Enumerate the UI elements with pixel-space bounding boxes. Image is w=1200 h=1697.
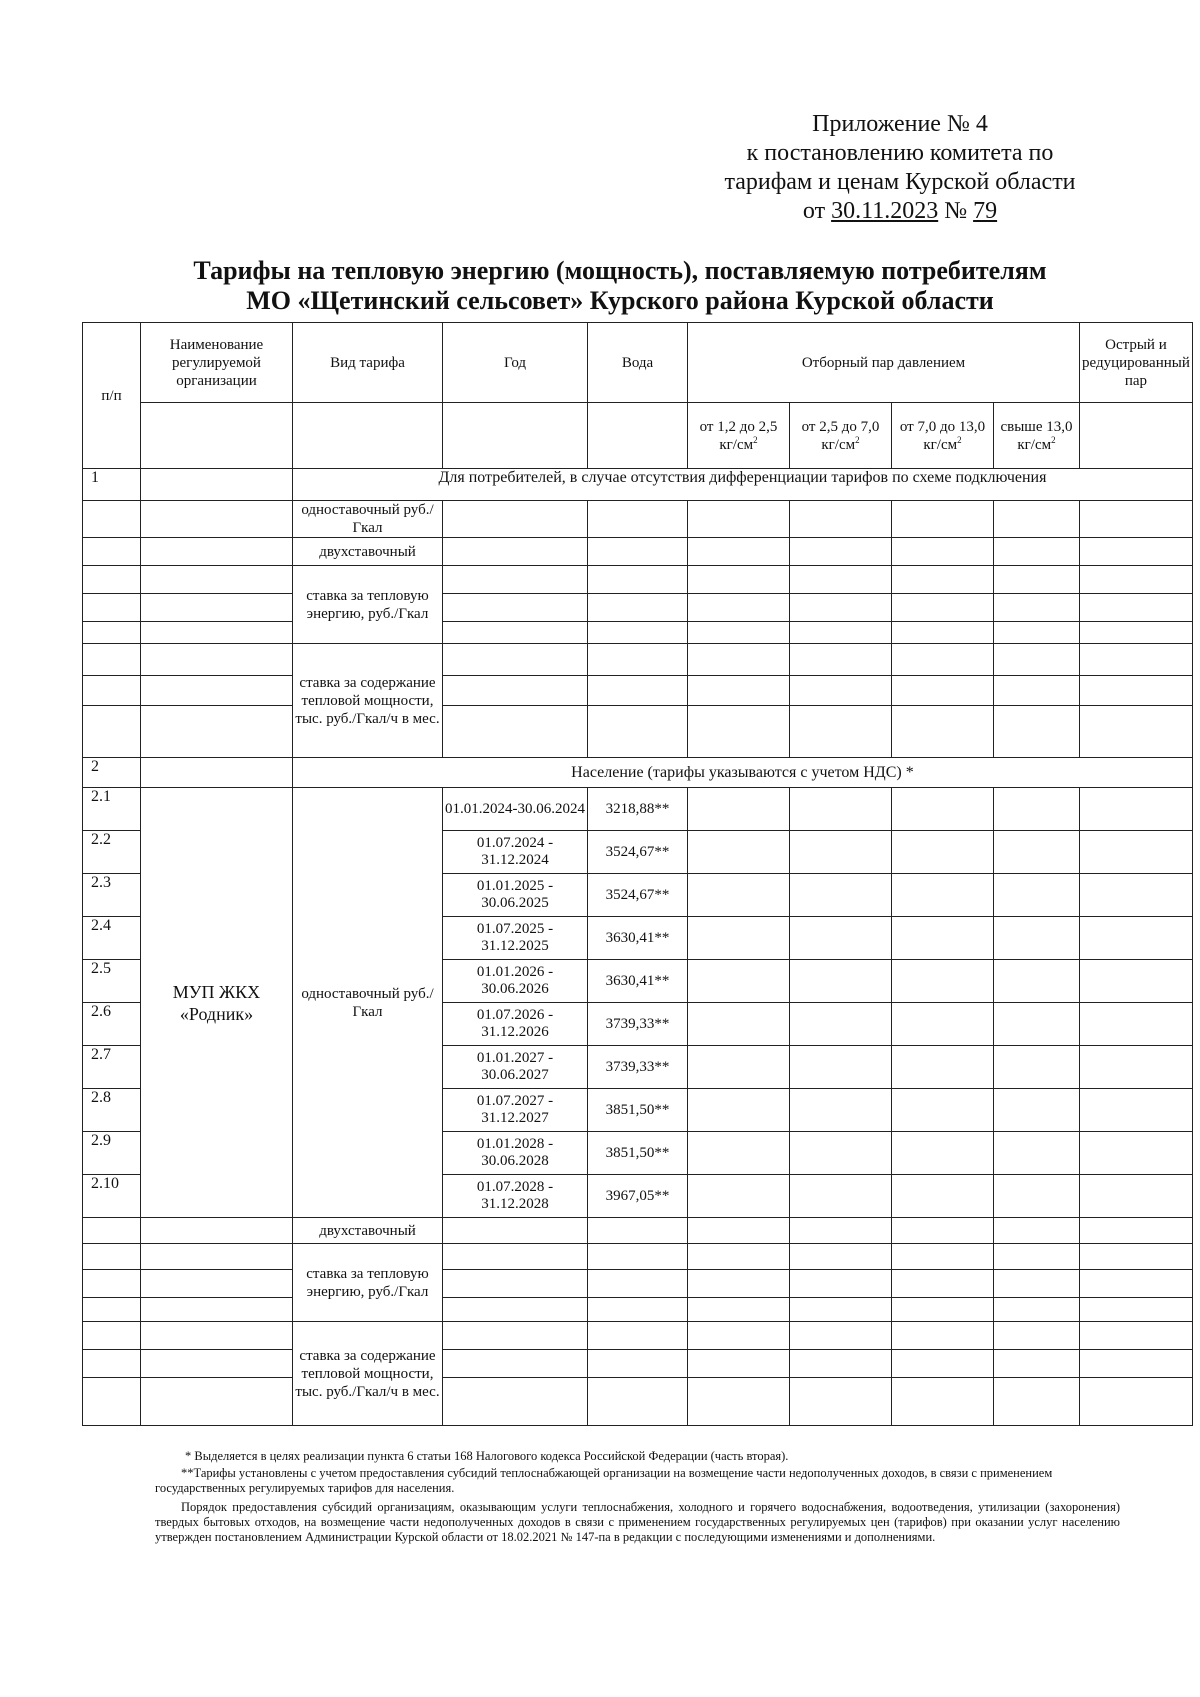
footnote-procedure: Порядок предоставления субсидий организациям, оказывающим услуги теплоснабжения, холодного и горячего водоснабжения, водоотведения, утилизации (захоронения) твердых бытовых отходов, на возмещение части недополученных доходов в связи с применением государственных регулируемых цен (тарифов) при оказании услуг населению утвержден постановлением Администрации Курской области от 18.02.2021 № 147-па в редакции с последующими изменениями и дополнениями.: [155, 1500, 1120, 1544]
section-2-power-row: [83, 1322, 1193, 1350]
row-num: 2.9: [83, 1132, 141, 1175]
header-steam-4: свыше 13,0 $кг/см^2$: [994, 403, 1080, 469]
section-2-energy-rate: ставка за тепловую энергию, руб./Гкал: [293, 1244, 443, 1322]
row-num: 2.1: [83, 788, 141, 831]
resolution-date: 30.11.2023: [831, 198, 939, 224]
water-tariff: 3739,33**: [588, 1003, 688, 1046]
section-1-energy-row: [83, 566, 1193, 594]
header-steam: Отборный пар давлением: [688, 323, 1080, 403]
organization-name: МУП ЖКХ «Родник»: [141, 788, 293, 1218]
row-num: 2.6: [83, 1003, 141, 1046]
section-1-two-rate-row: [83, 538, 1193, 566]
water-tariff: 3739,33**: [588, 1046, 688, 1089]
section-1-energy-rate: ставка за тепловую энергию, руб./Гкал: [293, 566, 443, 644]
water-tariff: 3218,88**: [588, 788, 688, 831]
tariff-table: [82, 322, 1193, 1426]
section-2-two-rate-row: [83, 1218, 1193, 1244]
tariff-period: 01.01.2026 - 30.06.2026: [443, 960, 588, 1003]
tariff-period: 01.07.2027 - 31.12.2027: [443, 1089, 588, 1132]
water-tariff: 3851,50**: [588, 1089, 688, 1132]
header-row-2: [83, 403, 1193, 469]
row-num: 2.3: [83, 874, 141, 917]
section-2-two-rate: двухставочный: [293, 1218, 443, 1244]
table-row: [83, 788, 1193, 831]
section-2-title: Население (тарифы указываются с учетом НДС) *: [293, 758, 1193, 788]
footnote-subsidy: **Тарифы установлены с учетом предоставления субсидий теплоснабжающей организации на возмещение части недополученных доходов, в связи с применением государственных регулируемых тарифов для населения.: [155, 1466, 1053, 1495]
water-tariff: 3524,67**: [588, 874, 688, 917]
water-tariff: 3851,50**: [588, 1132, 688, 1175]
tariff-period: 01.01.2025 - 30.06.2025: [443, 874, 588, 917]
footnote-vat: * Выделяется в целях реализации пункта 6 статьи 168 Налогового кодекса Российской Федерации (часть вторая).: [185, 1449, 789, 1463]
appendix-header: [690, 110, 1110, 226]
row-num: 2.5: [83, 960, 141, 1003]
section-1-num: 1: [83, 469, 141, 501]
row-num: 2.10: [83, 1175, 141, 1218]
header-steam-1: от 1,2 до 2,5 $кг/см^2$: [688, 403, 790, 469]
row-num: 2.4: [83, 917, 141, 960]
section-1-row: [83, 469, 1193, 501]
date-prefix: от: [802, 198, 832, 224]
tariff-period: 01.01.2024-30.06.2024: [443, 788, 588, 831]
section-2-num: 2: [83, 758, 141, 788]
water-tariff: 3967,05**: [588, 1175, 688, 1218]
header-year: Год: [443, 323, 588, 403]
number-sign: №: [938, 198, 974, 224]
tariff-period: 01.07.2028 - 31.12.2028: [443, 1175, 588, 1218]
row-num: 2.7: [83, 1046, 141, 1089]
section-1-one-rate-row: [83, 501, 1193, 538]
section-2-power-rate: ставка за содержание тепловой мощности, тыс. руб./Гкал/ч в мес.: [293, 1322, 443, 1426]
header-water: Вода: [588, 323, 688, 403]
tariff-period: 01.01.2028 - 30.06.2028: [443, 1132, 588, 1175]
water-tariff: 3630,41**: [588, 960, 688, 1003]
row-num: 2.8: [83, 1089, 141, 1132]
tariff-period: 01.07.2026 - 31.12.2026: [443, 1003, 588, 1046]
title-line-2: МО «Щетинский сельсовет» Курского района Курской области: [246, 286, 994, 315]
document-title: [140, 256, 1100, 316]
section-1-one-rate: одноставочный руб./Гкал: [293, 501, 443, 538]
appendix-committee-line: тарифам и ценам Курской области: [724, 169, 1076, 195]
tariff-period: 01.07.2024 - 31.12.2024: [443, 831, 588, 874]
appendix-ref-line: к постановлению комитета по: [746, 140, 1054, 166]
header-steam-2: от 2,5 до 7,0 $кг/см^2$: [790, 403, 892, 469]
header-row-1: [83, 323, 1193, 403]
section-1-two-rate: двухставочный: [293, 538, 443, 566]
resolution-number: 79: [973, 198, 998, 224]
section-1-title: Для потребителей, в случае отсутствия дифференциации тарифов по схеме подключения: [293, 469, 1193, 501]
tariff-period: 01.07.2025 - 31.12.2025: [443, 917, 588, 960]
header-type: Вид тарифа: [293, 323, 443, 403]
header-num: п/п: [83, 323, 141, 469]
section-1-power-row: [83, 644, 1193, 676]
tariff-period: 01.01.2027 - 30.06.2027: [443, 1046, 588, 1089]
section-1-power-rate: ставка за содержание тепловой мощности, тыс. руб./Гкал/ч в мес.: [293, 644, 443, 758]
section-2-one-rate: одноставочный руб./Гкал: [293, 788, 443, 1218]
section-2-energy-row: [83, 1244, 1193, 1270]
water-tariff: 3630,41**: [588, 917, 688, 960]
appendix-number: Приложение № 4: [812, 111, 988, 137]
title-line-1: Тарифы на тепловую энергию (мощность), поставляемую потребителям: [193, 256, 1047, 285]
footnotes: [155, 1449, 1120, 1545]
header-acute-steam: Острый и редуцированный пар: [1080, 323, 1193, 403]
appendix-date-line: [690, 197, 1110, 226]
water-tariff: 3524,67**: [588, 831, 688, 874]
section-2-row: [83, 758, 1193, 788]
row-num: 2.2: [83, 831, 141, 874]
header-steam-3: от 7,0 до 13,0 $кг/см^2$: [892, 403, 994, 469]
header-org: Наименование регулируемой организации: [141, 323, 293, 403]
